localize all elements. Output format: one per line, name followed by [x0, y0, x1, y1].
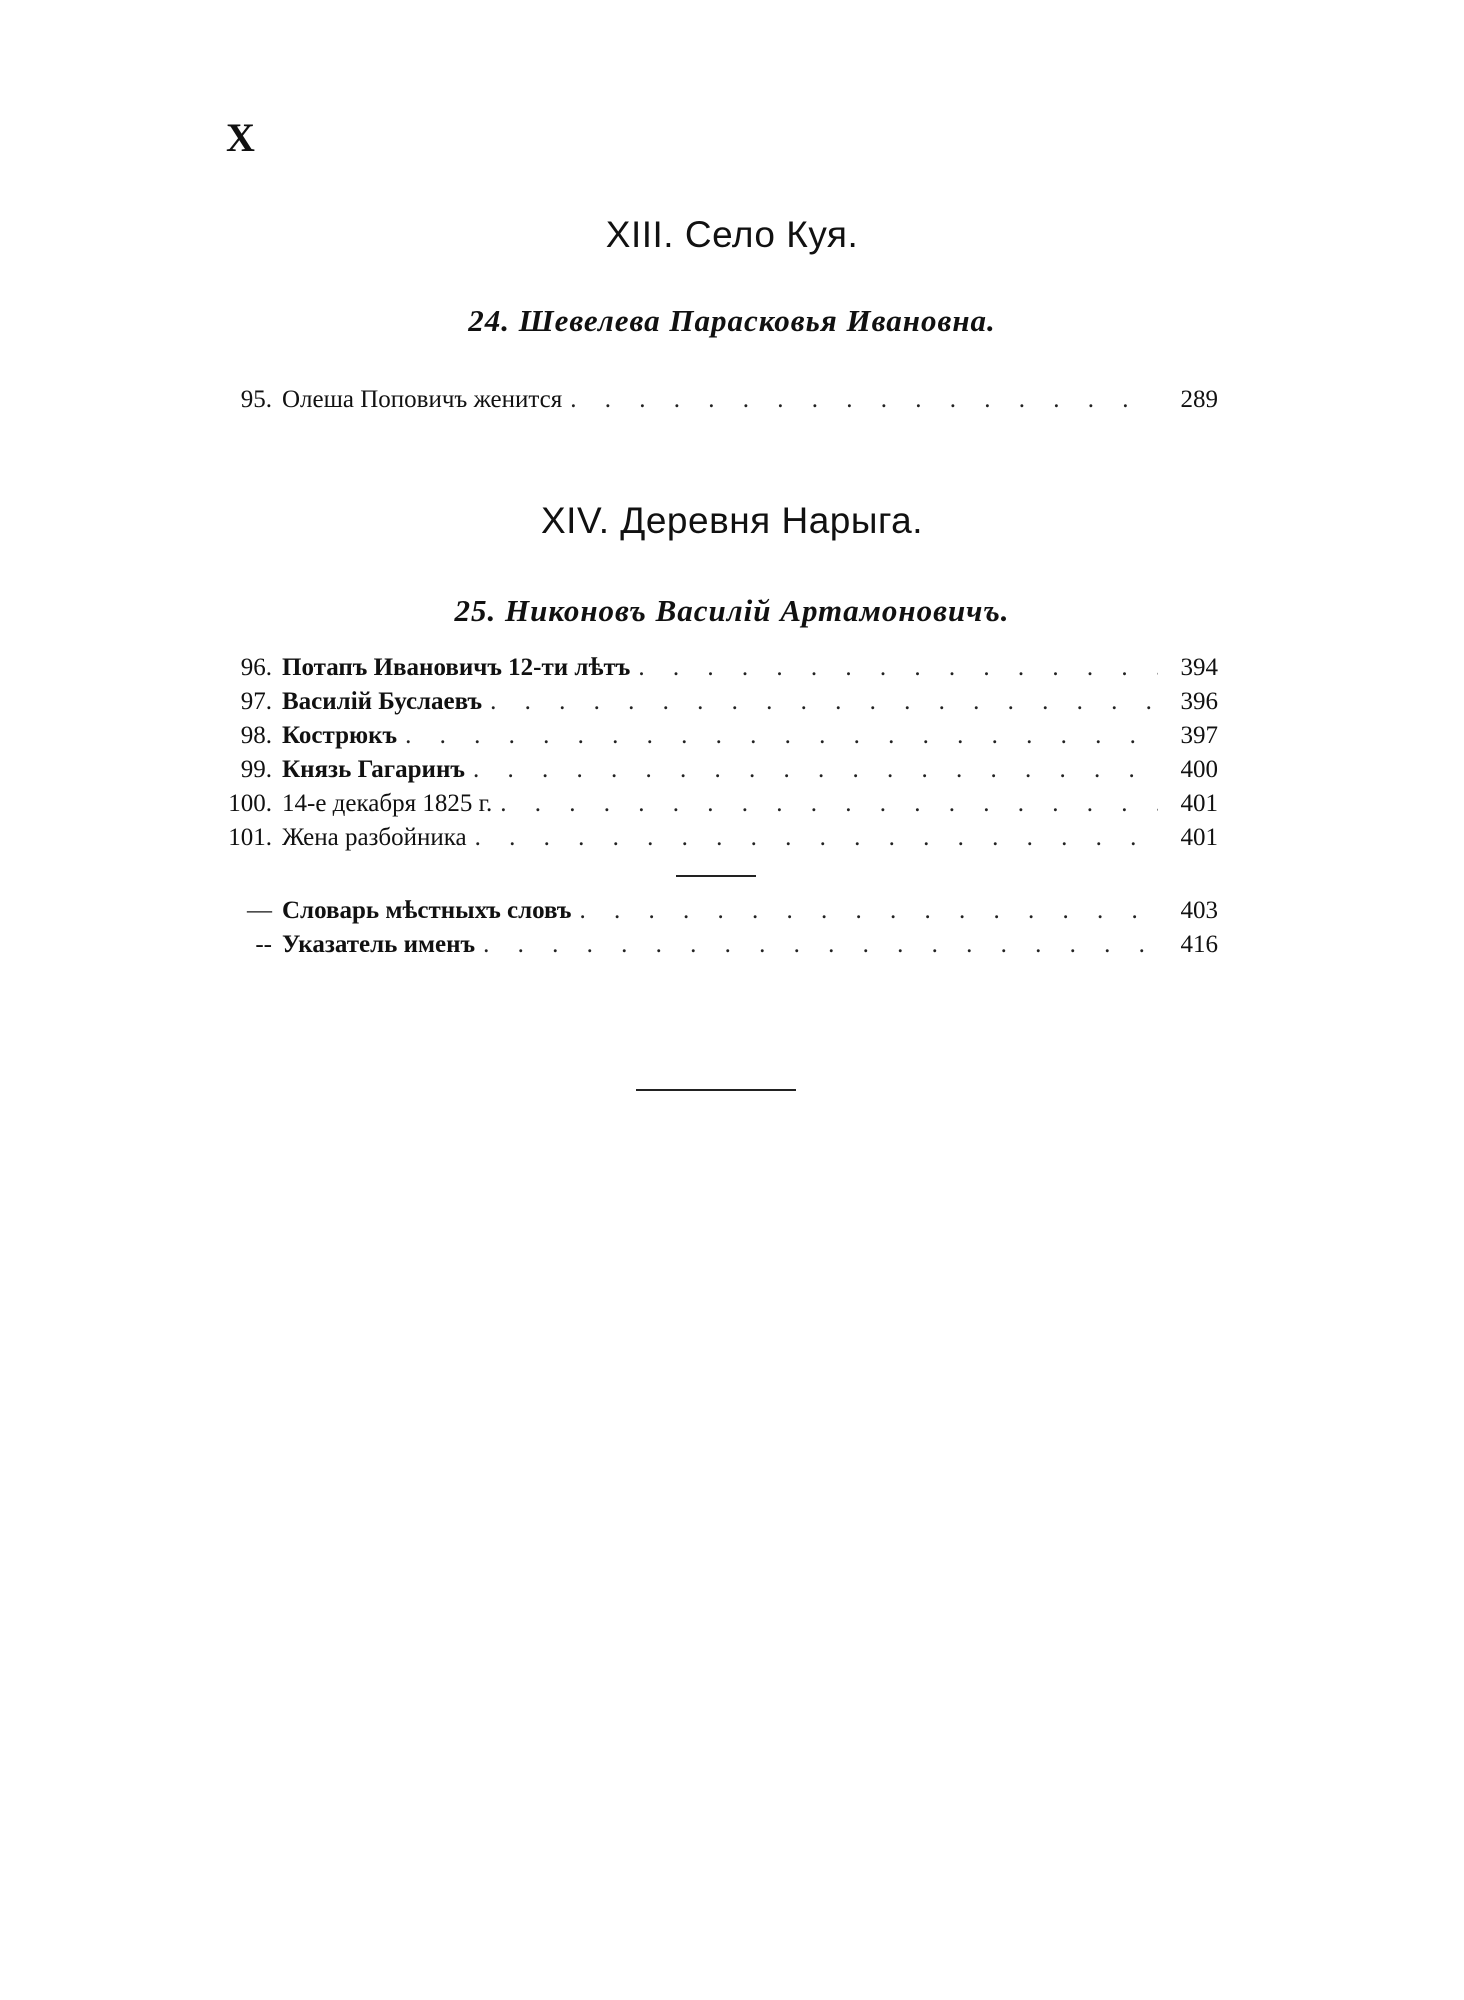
toc-leader-dots	[405, 719, 1158, 753]
toc-entry[interactable]	[218, 753, 1218, 787]
toc-entry-title: Олеша Поповичъ женится	[282, 386, 563, 413]
toc-entry-page: 400	[1180, 756, 1218, 783]
toc-entry-page: 401	[1180, 824, 1218, 851]
toc-entry-number: 95.	[240, 386, 272, 413]
narrator-heading-24: 24. Шевелева Парасковья Ивановна.	[468, 303, 996, 338]
section-heading-xiii: XIII. Село Куя.	[605, 214, 859, 255]
toc-entry[interactable]	[218, 651, 1218, 685]
toc-entry-number: 97.	[240, 688, 272, 715]
toc-entry-number: 96.	[240, 654, 272, 681]
section-heading-xiv: XIV. Деревня Нарыга.	[540, 500, 923, 541]
toc-entry[interactable]	[218, 383, 1218, 417]
toc-entry-number: 100.	[228, 790, 272, 817]
toc-entry-title: Потапъ Ивановичъ 12-ти лѣтъ	[282, 654, 631, 681]
toc-entry-number: 101.	[228, 824, 272, 851]
toc-entry[interactable]	[218, 928, 1218, 962]
toc-leader-dots	[638, 651, 1158, 685]
toc-leader-dots	[490, 685, 1158, 719]
short-divider-rule	[676, 875, 756, 877]
toc-entry-number: 98.	[240, 722, 272, 749]
toc-entry[interactable]	[218, 719, 1218, 753]
toc-list-section-xiv	[218, 651, 1218, 855]
toc-entry-title: Кострюкъ	[282, 722, 398, 749]
toc-entry-page: 396	[1180, 688, 1218, 715]
toc-entry-number: --	[255, 931, 272, 958]
toc-entry-page: 401	[1180, 790, 1218, 817]
toc-entry[interactable]	[218, 894, 1218, 928]
toc-leader-dots	[570, 383, 1158, 417]
toc-entry-number: —	[247, 897, 272, 924]
end-ornament-rule	[636, 1089, 796, 1091]
narrator-heading-25: 25. Никоновъ Василій Артамоновичъ.	[454, 593, 1010, 628]
toc-entry-page: 394	[1180, 654, 1218, 681]
toc-entry-page: 403	[1180, 897, 1218, 924]
toc-entry-title: 14-е декабря 1825 г.	[282, 790, 493, 817]
toc-list-section-xiii	[218, 383, 1218, 417]
toc-entry-title: Словарь мѣстныхъ словъ	[282, 897, 572, 924]
toc-leader-dots	[580, 894, 1159, 928]
toc-entry-page: 416	[1180, 931, 1218, 958]
page-number: X	[226, 115, 255, 160]
toc-entry[interactable]	[218, 821, 1218, 855]
toc-entry-page: 397	[1180, 722, 1218, 749]
toc-leader-dots	[500, 787, 1158, 821]
toc-entry[interactable]	[218, 685, 1218, 719]
toc-entry-number: 99.	[240, 756, 272, 783]
toc-leader-dots	[475, 821, 1158, 855]
toc-leader-dots	[483, 928, 1158, 962]
toc-entry-page: 289	[1180, 386, 1218, 413]
toc-entry-title: Указатель именъ	[282, 931, 476, 958]
toc-entry-title: Жена разбойника	[282, 824, 467, 851]
toc-entry-title: Князь Гагаринъ	[282, 756, 465, 783]
toc-entry[interactable]	[218, 787, 1218, 821]
toc-list-appendix	[218, 894, 1218, 962]
toc-leader-dots	[473, 753, 1158, 787]
toc-entry-title: Василій Буслаевъ	[282, 688, 483, 715]
